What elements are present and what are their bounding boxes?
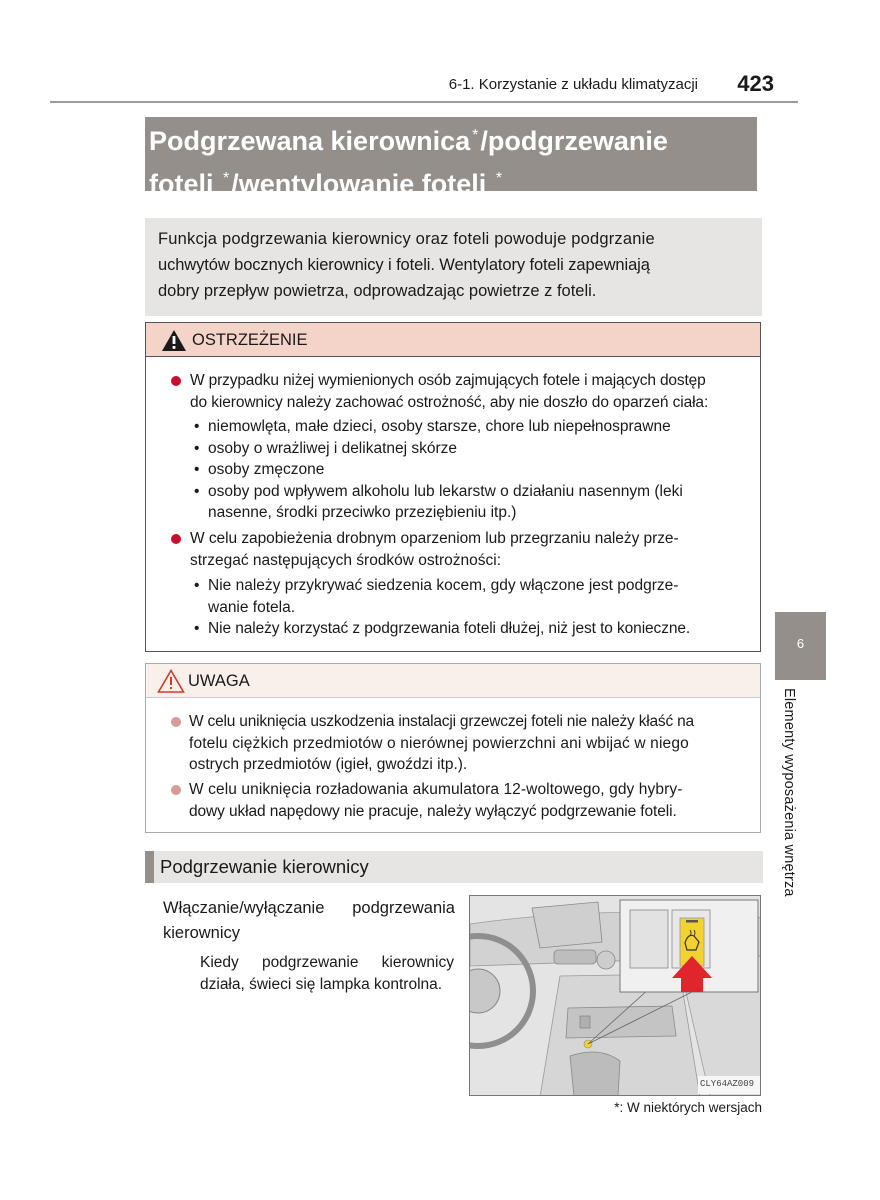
header-rule	[50, 101, 798, 103]
caution-box	[145, 663, 761, 833]
chapter-label: Elementy wyposażenia wnętrza	[781, 688, 797, 897]
caution-item-2-line: dowy układ napędowy nie pracuje, należy wyłączyć podgrzewanie foteli.	[189, 802, 677, 820]
caution-item-1-line: fotelu ciężkich przedmiotów o nierównej powierzchni ani wbijać w niego	[189, 734, 689, 752]
warning-item-2	[190, 528, 750, 571]
sub-item: • osoby pod wpływem alkoholu lub lekarstw o działaniu nasennym (leki	[194, 482, 683, 500]
warning-item-2-line: W celu zapobieżenia drobnym oparzeniom lub przegrzaniu należy prze-	[190, 530, 679, 547]
warning-triangle-icon	[162, 330, 186, 351]
warning-bullet-2	[171, 534, 181, 544]
title-text-1: Podgrzewana kierownica	[149, 126, 471, 156]
title-text-4: /wentylowanie foteli	[231, 169, 487, 199]
warning-item-1-line: W przypadku niżej wymienionych osób zajmujących fotele i mających dostęp	[190, 372, 706, 389]
caution-item-2-line: W celu uniknięcia rozładowania akumulatora 12-woltowego, gdy hybry-	[189, 781, 683, 798]
intro-line: dobry przepływ powietrza, odprowadzając powietrze z foteli.	[158, 282, 597, 300]
lead-subtext: Kiedy podgrzewanie kierownicy działa, świeci się lampka kontrolna.	[200, 954, 454, 993]
title-asterisk: *	[223, 170, 230, 187]
caution-item-2	[189, 779, 751, 822]
caution-bullet-1	[171, 717, 181, 727]
warning-item-1-subs	[194, 416, 754, 524]
caution-item-1-line: W celu uniknięcia uszkodzenia instalacji grzewczej foteli nie należy kłaść na	[189, 713, 694, 730]
warning-item-1-line: do kierownicy należy zachować ostrożność, aby nie doszło do oparzeń ciała:	[190, 393, 709, 411]
warning-box	[145, 322, 761, 652]
title-text-3: foteli	[149, 169, 214, 199]
dashboard-illustration	[469, 895, 761, 1096]
caution-bullet-2	[171, 785, 181, 795]
lead-text: Włączanie/wyłączanie podgrzewania kierownicy	[163, 899, 455, 942]
intro-line: Funkcja podgrzewania kierownicy oraz foteli powoduje podgrzanie	[158, 230, 655, 248]
sub-item: • niemowlęta, małe dzieci, osoby starsze, chore lub niepełnosprawne	[194, 418, 671, 435]
sub-item-cont	[194, 502, 754, 524]
warning-title: OSTRZEŻENIE	[192, 331, 308, 349]
warning-item-1	[190, 370, 750, 413]
sub-item: • Nie należy korzystać z podgrzewania foteli dłużej, niż jest to konieczne.	[194, 620, 691, 637]
warning-item-2-line: strzegać następujących środków ostrożności:	[190, 551, 502, 569]
chapter-number: 6	[796, 636, 805, 651]
sub-item-text: Nie należy przykrywać siedzenia kocem, gdy włączone jest podgrze-	[208, 577, 679, 594]
sub-item-cont	[194, 597, 754, 619]
intro-box	[145, 218, 762, 316]
caution-triangle-icon	[157, 669, 185, 693]
running-header-section: 6-1. Korzystanie z układu klimatyzacji	[448, 76, 698, 93]
intro-line: uchwytów bocznych kierownicy i foteli. Wentylatory foteli zapewniają	[158, 256, 650, 274]
title-line-1	[149, 117, 757, 160]
dashboard-drawing	[470, 896, 761, 1096]
chapter-tab	[775, 612, 826, 680]
title-asterisk: *	[495, 170, 503, 187]
sub-item: • osoby o wrażliwej i delikatnej skórze	[194, 439, 458, 457]
page-number: 423	[737, 71, 774, 96]
warning-item-2-subs	[194, 575, 754, 640]
warning-header	[146, 323, 760, 357]
title-line-2	[149, 160, 757, 203]
page-title	[145, 117, 757, 199]
sub-item: • osoby zmęczone	[194, 461, 325, 478]
sub-item-text: Nie należy korzystać z podgrzewania foteli dłużej, niż jest to konieczne.	[208, 620, 691, 637]
sub-item-text: wanie fotela.	[208, 598, 296, 616]
sub-item-text: osoby zmęczone	[208, 461, 325, 478]
caution-title: UWAGA	[188, 672, 250, 690]
sub-item-text: osoby pod wpływem alkoholu lub lekarstw o działaniu nasennym (leki	[208, 482, 683, 500]
caution-header	[146, 664, 760, 698]
warning-bullet-1	[171, 376, 181, 386]
title-text-2: /podgrzewanie	[480, 126, 668, 156]
sub-item: • Nie należy przykrywać siedzenia kocem, gdy włączone jest podgrze-	[194, 577, 679, 594]
sub-item-text: nasenne, środki przeciwko przeziębieniu itp.)	[208, 504, 517, 521]
title-asterisk: *	[472, 127, 479, 144]
sub-item-text: osoby o wrażliwej i delikatnej skórze	[208, 439, 458, 457]
section-title: Podgrzewanie kierownicy	[160, 856, 369, 877]
caution-item-1-line: ostrych przedmiotów (igieł, gwoździ itp.).	[189, 756, 468, 773]
figure-code: CLY64AZ009	[700, 1079, 755, 1089]
footnote: *: W niektórych wersjach	[614, 1100, 762, 1115]
sub-item-text: niemowlęta, małe dzieci, osoby starsze, chore lub niepełnosprawne	[208, 418, 671, 435]
caution-item-1	[189, 711, 751, 776]
section-heading	[145, 851, 763, 883]
